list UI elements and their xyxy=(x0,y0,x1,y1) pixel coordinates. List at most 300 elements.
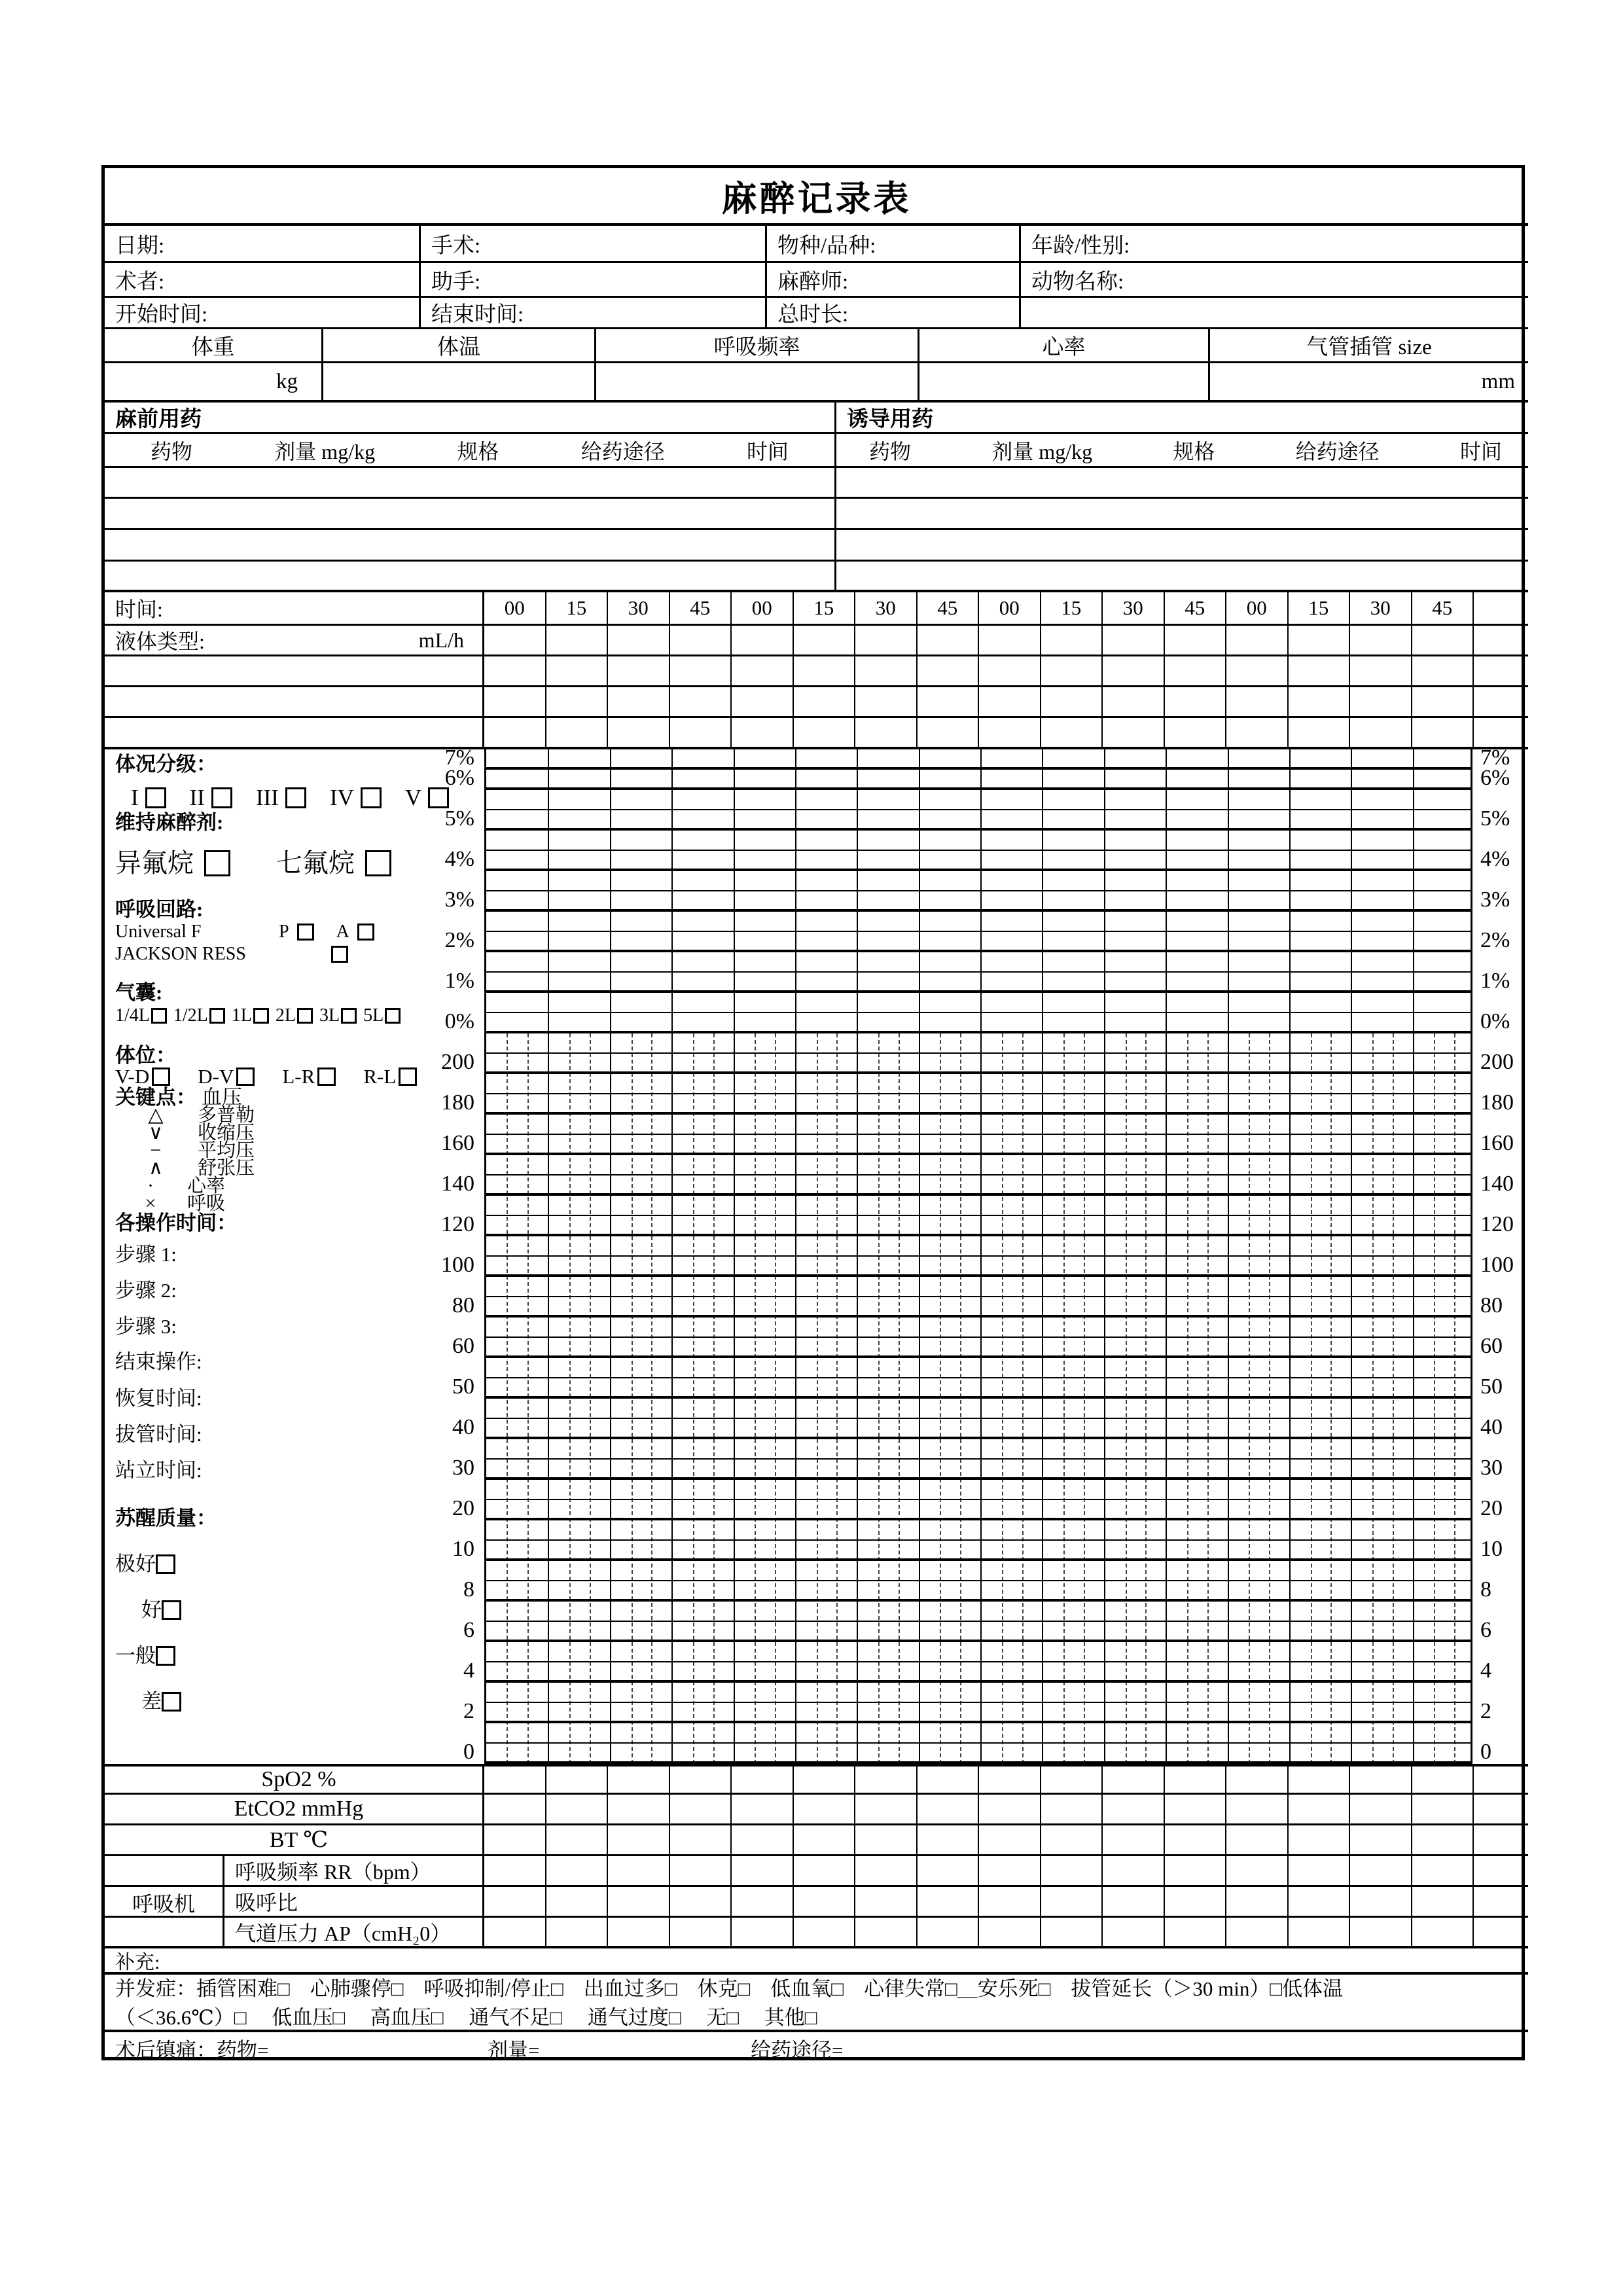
premed-title: 麻前用药 xyxy=(115,408,202,431)
respiratory-rate-value-cell[interactable] xyxy=(594,363,918,400)
left-axis-tick-label: 50 xyxy=(452,1374,474,1399)
grid-cell[interactable]: 45 xyxy=(1411,592,1473,624)
body-temperature-row xyxy=(105,1825,1528,1856)
grid-cell[interactable] xyxy=(545,1887,607,1916)
grid-cell[interactable] xyxy=(978,1856,1040,1885)
checkbox-position-0[interactable] xyxy=(152,1067,170,1086)
grid-cell[interactable] xyxy=(669,1795,731,1823)
grid-cell[interactable] xyxy=(854,1918,916,1946)
grid-cell[interactable] xyxy=(730,1767,793,1793)
grid-cell[interactable] xyxy=(1164,1856,1226,1885)
grid-cell[interactable]: 45 xyxy=(669,592,731,624)
grid-cell[interactable] xyxy=(1101,626,1164,655)
fluid-entry-label-cell[interactable] xyxy=(105,718,484,747)
grid-cell[interactable] xyxy=(978,718,1040,747)
animal-name-field[interactable]: 动物名称: xyxy=(1019,263,1528,296)
grid-cell[interactable]: 00 xyxy=(1225,592,1287,624)
legend-respiration-label: 呼吸 xyxy=(187,1193,226,1214)
age-sex-field[interactable]: 年龄/性别: xyxy=(1019,226,1528,261)
ventilator-airway-pressure-row xyxy=(105,1918,1528,1948)
complications-line-1[interactable]: 并发症：插管困难□ 心肺骤停□ 呼吸抑制/停止□ 出血过多□ 休克□ 低血氧□ 心律失常□＿安乐死□ 拔管延长（＞30 min）□低体温 xyxy=(115,1977,1344,2000)
grid-cell[interactable] xyxy=(669,1918,731,1946)
assistant-field[interactable]: 助手: xyxy=(419,263,765,296)
chart-row xyxy=(486,891,1471,912)
fluid-entry-row xyxy=(105,718,1528,749)
time-header-row xyxy=(105,592,1528,626)
asa-option-label: III xyxy=(255,785,279,810)
grid-cell[interactable] xyxy=(916,1918,978,1946)
premed-entry-row-2[interactable] xyxy=(105,499,834,528)
ventilator-ie-ratio-label: 吸呼比 xyxy=(224,1887,484,1916)
grid-cell[interactable] xyxy=(978,656,1040,685)
grid-cell[interactable] xyxy=(978,1825,1040,1854)
premed-entry-row-3[interactable] xyxy=(105,530,834,560)
grid-cell[interactable] xyxy=(978,1918,1040,1946)
grid-cell[interactable] xyxy=(1349,656,1411,685)
right-axis-tick-label: 10 xyxy=(1480,1537,1503,1561)
grid-cell[interactable] xyxy=(545,656,607,685)
time-row-label: 时间: xyxy=(105,592,484,624)
grid-cell[interactable] xyxy=(1287,1887,1349,1916)
grid-cell[interactable] xyxy=(669,656,731,685)
grid-cell[interactable] xyxy=(978,626,1040,655)
start-time-field[interactable]: 开始时间: xyxy=(115,303,208,327)
recovery-fair-label: 一般 xyxy=(115,1644,156,1667)
grid-cell[interactable] xyxy=(730,1795,793,1823)
grid-cell[interactable] xyxy=(1411,718,1473,747)
grid-cell[interactable] xyxy=(484,626,545,655)
grid-cell[interactable] xyxy=(793,687,855,716)
standing-time-field[interactable]: 站立时间: xyxy=(115,1459,202,1482)
chart-row xyxy=(486,1074,1471,1094)
grid-cell[interactable] xyxy=(1411,687,1473,716)
grid-cell[interactable] xyxy=(854,626,916,655)
grid-cell[interactable]: 00 xyxy=(978,592,1040,624)
step-1-field[interactable]: 步骤 1: xyxy=(115,1243,177,1266)
grid-cell[interactable] xyxy=(1225,687,1287,716)
grid-cell[interactable] xyxy=(1225,1856,1287,1885)
grid-cell[interactable] xyxy=(1287,687,1349,716)
grid-cell[interactable] xyxy=(854,718,916,747)
grid-cell[interactable] xyxy=(1225,1825,1287,1854)
left-axis-tick-label: 180 xyxy=(441,1090,474,1115)
grid-cell[interactable] xyxy=(1411,656,1473,685)
grid-cell[interactable] xyxy=(730,626,793,655)
grid-cell[interactable] xyxy=(1411,1795,1473,1823)
grid-cell[interactable] xyxy=(854,1767,916,1793)
checkbox-maintenance-0[interactable] xyxy=(204,850,230,876)
grid-cell[interactable] xyxy=(545,1856,607,1885)
grid-cell[interactable] xyxy=(669,1767,731,1793)
bag-option-label: 2L xyxy=(275,1005,296,1026)
grid-cell[interactable] xyxy=(607,1795,669,1823)
grid-cell[interactable] xyxy=(854,1795,916,1823)
grid-cell[interactable] xyxy=(1287,1767,1349,1793)
recovery-poor-label: 差 xyxy=(141,1690,162,1713)
grid-cell[interactable] xyxy=(669,687,731,716)
chart-row xyxy=(486,993,1471,1013)
date-field[interactable]: 日期: xyxy=(115,234,165,258)
premed-entry-row-1[interactable] xyxy=(105,468,834,497)
left-axis-tick-label: 0% xyxy=(444,1009,474,1033)
grid-cell[interactable] xyxy=(669,718,731,747)
chart-row xyxy=(486,1094,1471,1115)
step-3-field[interactable]: 步骤 3: xyxy=(115,1315,177,1338)
grid-cell[interactable] xyxy=(1164,1825,1226,1854)
right-axis-tick-label: 50 xyxy=(1480,1374,1503,1399)
grid-cell[interactable] xyxy=(607,626,669,655)
grid-cell[interactable] xyxy=(1472,1918,1528,1946)
grid-cell[interactable] xyxy=(730,1918,793,1946)
grid-cell[interactable] xyxy=(1225,626,1287,655)
grid-cell[interactable] xyxy=(1225,718,1287,747)
grid-cell[interactable]: 30 xyxy=(854,592,916,624)
circuit-universal-f-label: Universal F xyxy=(115,922,202,942)
grid-cell[interactable] xyxy=(793,1856,855,1885)
grid-cell[interactable] xyxy=(1349,1918,1411,1946)
grid-cell[interactable] xyxy=(1287,1856,1349,1885)
grid-cell[interactable] xyxy=(793,1795,855,1823)
position-option-label: D-V xyxy=(198,1065,234,1088)
grid-cell[interactable] xyxy=(607,656,669,685)
asa-option-label: I xyxy=(131,785,139,810)
grid-cell[interactable] xyxy=(1472,626,1528,655)
grid-cell[interactable] xyxy=(916,1856,978,1885)
grid-cell[interactable] xyxy=(1164,718,1226,747)
grid-cell[interactable] xyxy=(1040,1856,1102,1885)
grid-cell[interactable] xyxy=(978,1795,1040,1823)
supplement-label[interactable]: 补充: xyxy=(115,1952,160,1973)
position-option-label: L-R xyxy=(282,1065,315,1088)
grid-cell[interactable] xyxy=(793,1767,855,1793)
ventilator-ie-ratio-row xyxy=(105,1887,1528,1918)
grid-cell[interactable] xyxy=(607,1887,669,1916)
grid-cell[interactable] xyxy=(793,1825,855,1854)
fluid-entry-label-cell[interactable] xyxy=(105,656,484,685)
grid-cell[interactable] xyxy=(1164,687,1226,716)
grid-cell[interactable] xyxy=(607,718,669,747)
checkbox-asa-1[interactable] xyxy=(211,787,232,808)
grid-cell[interactable] xyxy=(793,1887,855,1916)
chart-row xyxy=(486,1744,1471,1764)
body-temperature-label: BT ℃ xyxy=(105,1825,484,1854)
checkbox-recovery-good[interactable] xyxy=(162,1600,181,1620)
grid-cell[interactable] xyxy=(484,656,545,685)
grid-cell[interactable]: 30 xyxy=(1101,592,1164,624)
grid-cell[interactable] xyxy=(730,656,793,685)
grid-cell[interactable] xyxy=(545,687,607,716)
grid-cell[interactable]: 45 xyxy=(1164,592,1226,624)
grid-cell[interactable] xyxy=(1164,1795,1226,1823)
grid-cell[interactable] xyxy=(1411,1887,1473,1916)
grid-cell[interactable] xyxy=(1411,626,1473,655)
induction-entry-row-3[interactable] xyxy=(834,530,1528,560)
grid-cell[interactable] xyxy=(1040,718,1102,747)
chart-row xyxy=(486,1175,1471,1196)
grid-cell[interactable] xyxy=(1349,718,1411,747)
grid-cell[interactable] xyxy=(1349,687,1411,716)
position-option-label: V-D xyxy=(115,1065,150,1088)
grid-cell[interactable] xyxy=(1040,1918,1102,1946)
left-axis-tick-label: 0 xyxy=(463,1740,474,1764)
info-empty-cell[interactable] xyxy=(1019,298,1528,327)
diastolic-wedge-icon: ∧ xyxy=(149,1157,163,1179)
grid-cell[interactable] xyxy=(484,687,545,716)
grid-cell[interactable] xyxy=(916,1795,978,1823)
grid-cell[interactable] xyxy=(1040,626,1102,655)
vital-signs-chart-grid[interactable] xyxy=(484,1033,1472,1764)
grid-cell[interactable] xyxy=(484,1918,545,1946)
grid-cell[interactable] xyxy=(484,1795,545,1823)
step-2-field[interactable]: 步骤 2: xyxy=(115,1279,177,1302)
grid-cell[interactable] xyxy=(730,718,793,747)
checkbox-bag-0[interactable] xyxy=(151,1008,167,1024)
grid-cell[interactable] xyxy=(1349,626,1411,655)
checkbox-recovery-excellent[interactable] xyxy=(156,1554,175,1574)
postop-dose-field[interactable]: 剂量= xyxy=(488,2038,540,2062)
grid-cell[interactable] xyxy=(1101,1918,1164,1946)
grid-cell[interactable] xyxy=(1411,1918,1473,1946)
induction-entry-row-2[interactable] xyxy=(834,499,1528,528)
grid-cell[interactable] xyxy=(1349,1887,1411,1916)
chart-row xyxy=(486,1723,1471,1744)
grid-cell[interactable] xyxy=(484,718,545,747)
grid-cell[interactable] xyxy=(916,656,978,685)
chart-row xyxy=(486,1115,1471,1135)
checkbox-bag-1[interactable] xyxy=(209,1008,225,1024)
grid-cell[interactable] xyxy=(607,1918,669,1946)
grid-cell[interactable] xyxy=(730,1887,793,1916)
grid-cell[interactable]: 30 xyxy=(1349,592,1411,624)
grid-cell[interactable] xyxy=(1225,1767,1287,1793)
grid-cell[interactable] xyxy=(607,687,669,716)
extubation-time-field[interactable]: 拔管时间: xyxy=(115,1423,202,1446)
checkbox-asa-0[interactable] xyxy=(145,787,166,808)
anesthetic-percent-chart-grid[interactable] xyxy=(484,749,1472,1033)
grid-cell[interactable] xyxy=(1287,1795,1349,1823)
grid-cell[interactable] xyxy=(1472,1795,1528,1823)
checkbox-recovery-fair[interactable] xyxy=(156,1646,175,1666)
grid-cell[interactable] xyxy=(1472,687,1528,716)
grid-cell[interactable]: 15 xyxy=(1287,592,1349,624)
total-duration-field[interactable]: 总时长: xyxy=(765,298,1019,327)
grid-cell[interactable] xyxy=(1101,718,1164,747)
grid-cell[interactable] xyxy=(1411,1767,1473,1793)
weight-value-cell[interactable]: kg xyxy=(276,369,298,393)
grid-cell[interactable]: 15 xyxy=(1040,592,1102,624)
grid-cell[interactable] xyxy=(484,1856,545,1885)
drug-titles-row xyxy=(105,403,1528,434)
grid-cell[interactable] xyxy=(545,1825,607,1854)
fluid-entry-label-cell[interactable] xyxy=(105,687,484,716)
grid-cell[interactable] xyxy=(916,1767,978,1793)
grid-cell[interactable] xyxy=(1411,1825,1473,1854)
grid-cell[interactable] xyxy=(916,1825,978,1854)
tube-size-value-cell[interactable]: mm xyxy=(1208,363,1528,400)
grid-cell[interactable]: 15 xyxy=(793,592,855,624)
grid-cell[interactable] xyxy=(1472,1825,1528,1854)
checkbox-recovery-poor[interactable] xyxy=(162,1692,181,1712)
grid-cell[interactable] xyxy=(1225,1887,1287,1916)
grid-cell[interactable] xyxy=(1164,1918,1226,1946)
grid-cell[interactable] xyxy=(1225,656,1287,685)
grid-cell[interactable] xyxy=(669,1887,731,1916)
grid-cell[interactable] xyxy=(1040,687,1102,716)
premed-entry-row-4[interactable] xyxy=(105,562,834,590)
grid-cell[interactable] xyxy=(916,1887,978,1916)
grid-cell[interactable] xyxy=(1040,1767,1102,1793)
grid-cell[interactable] xyxy=(1101,1825,1164,1854)
spo2-row xyxy=(105,1764,1528,1795)
surgeon-field[interactable]: 术者: xyxy=(115,270,165,294)
chart-row xyxy=(486,1581,1471,1602)
grid-cell[interactable] xyxy=(1472,718,1528,747)
chart-row xyxy=(486,1460,1471,1480)
drug-row xyxy=(105,562,1528,592)
grid-cell[interactable] xyxy=(545,718,607,747)
tube-size-header: 气管插管 size xyxy=(1208,329,1528,361)
grid-cell[interactable] xyxy=(607,1767,669,1793)
drug-column-header: 给药途径 xyxy=(580,439,665,463)
grid-cell[interactable] xyxy=(1472,1856,1528,1885)
grid-cell[interactable] xyxy=(1101,1856,1164,1885)
grid-cell[interactable] xyxy=(1287,1918,1349,1946)
grid-cell[interactable] xyxy=(1101,1767,1164,1793)
grid-cell[interactable] xyxy=(484,1887,545,1916)
grid-cell[interactable] xyxy=(730,1825,793,1854)
induction-entry-row-1[interactable] xyxy=(834,468,1528,497)
grid-cell[interactable] xyxy=(916,626,978,655)
grid-cell[interactable] xyxy=(978,1767,1040,1793)
postop-drug-field[interactable]: 药物= xyxy=(217,2038,269,2062)
grid-cell[interactable] xyxy=(1225,1918,1287,1946)
grid-cell[interactable] xyxy=(978,1887,1040,1916)
induction-entry-row-4[interactable] xyxy=(834,562,1528,590)
grid-cell[interactable] xyxy=(1040,1795,1102,1823)
grid-cell[interactable] xyxy=(854,687,916,716)
grid-cell[interactable] xyxy=(669,1856,731,1885)
checkbox-position-1[interactable] xyxy=(236,1067,255,1086)
checkbox-asa-2[interactable] xyxy=(285,787,306,808)
grid-cell[interactable] xyxy=(607,1856,669,1885)
left-axis-tick-label: 80 xyxy=(452,1293,474,1318)
grid-cell[interactable]: 00 xyxy=(730,592,793,624)
grid-cell[interactable] xyxy=(1164,1767,1226,1793)
grid-cell[interactable] xyxy=(1101,656,1164,685)
grid-cell[interactable] xyxy=(793,656,855,685)
species-breed-field[interactable]: 物种/品种: xyxy=(765,226,1019,261)
grid-cell[interactable] xyxy=(1040,1825,1102,1854)
grid-cell[interactable] xyxy=(1225,1795,1287,1823)
grid-cell[interactable] xyxy=(545,626,607,655)
grid-cell[interactable] xyxy=(916,687,978,716)
grid-cell[interactable] xyxy=(669,626,731,655)
grid-cell[interactable] xyxy=(1101,1887,1164,1916)
grid-cell[interactable] xyxy=(1287,656,1349,685)
grid-cell[interactable] xyxy=(978,687,1040,716)
grid-cell[interactable] xyxy=(1040,656,1102,685)
grid-cell[interactable] xyxy=(1164,626,1226,655)
end-time-field[interactable]: 结束时间: xyxy=(419,298,765,327)
grid-cell[interactable]: 30 xyxy=(607,592,669,624)
grid-cell[interactable]: 15 xyxy=(545,592,607,624)
fluid-entry-row xyxy=(105,656,1528,687)
grid-cell[interactable] xyxy=(854,1856,916,1885)
grid-cell[interactable] xyxy=(793,718,855,747)
fluid-type-row xyxy=(105,626,1528,656)
grid-cell[interactable] xyxy=(854,1887,916,1916)
grid-cell[interactable] xyxy=(1349,1825,1411,1854)
legend-diastolic-label: 舒张压 xyxy=(198,1158,255,1179)
drug-column-header: 剂量 mg/kg xyxy=(274,439,376,463)
grid-cell[interactable] xyxy=(793,626,855,655)
grid-cell[interactable] xyxy=(854,1825,916,1854)
anesthetist-field[interactable]: 麻醉师: xyxy=(765,263,1019,296)
recovery-time-field[interactable]: 恢复时间: xyxy=(115,1387,202,1410)
grid-cell[interactable]: 45 xyxy=(916,592,978,624)
grid-cell[interactable] xyxy=(1101,687,1164,716)
grid-cell[interactable] xyxy=(1164,1887,1226,1916)
grid-cell[interactable] xyxy=(1411,1856,1473,1885)
grid-cell[interactable] xyxy=(545,1795,607,1823)
grid-cell[interactable] xyxy=(730,687,793,716)
checkbox-circuit-p[interactable] xyxy=(297,924,314,941)
checkbox-bag-3[interactable] xyxy=(297,1008,313,1024)
grid-cell[interactable] xyxy=(1287,718,1349,747)
grid-cell[interactable] xyxy=(730,1856,793,1885)
heart-rate-value-cell[interactable] xyxy=(918,363,1208,400)
operation-times-label: 各操作时间： xyxy=(115,1211,237,1234)
right-axis-tick-label: 180 xyxy=(1480,1090,1514,1115)
grid-cell[interactable] xyxy=(545,1918,607,1946)
grid-cell[interactable] xyxy=(1164,656,1226,685)
maintenance-anesthetic-label: 维持麻醉剂: xyxy=(115,811,224,834)
asa-option-label: V xyxy=(404,785,422,810)
surgery-field[interactable]: 手术: xyxy=(419,226,765,261)
temperature-value-cell[interactable] xyxy=(321,363,594,400)
grid-cell[interactable] xyxy=(484,1825,545,1854)
grid-cell[interactable] xyxy=(1040,1887,1102,1916)
grid-cell[interactable] xyxy=(1349,1856,1411,1885)
checkbox-bag-2[interactable] xyxy=(253,1008,269,1024)
grid-cell[interactable] xyxy=(484,1767,545,1793)
grid-cell[interactable] xyxy=(669,1825,731,1854)
grid-cell[interactable]: 00 xyxy=(504,596,525,619)
maintenance-option-label: 异氟烷 xyxy=(115,848,194,878)
grid-cell[interactable] xyxy=(1472,592,1528,624)
grid-cell[interactable] xyxy=(1287,626,1349,655)
grid-cell[interactable] xyxy=(1287,1825,1349,1854)
grid-cell[interactable] xyxy=(1101,1795,1164,1823)
grid-cell[interactable] xyxy=(1472,1767,1528,1793)
end-operation-field[interactable]: 结束操作: xyxy=(115,1350,202,1373)
grid-cell[interactable] xyxy=(793,1918,855,1946)
grid-cell[interactable] xyxy=(854,656,916,685)
grid-cell[interactable] xyxy=(1349,1795,1411,1823)
grid-cell[interactable] xyxy=(916,718,978,747)
grid-cell[interactable] xyxy=(545,1767,607,1793)
postop-route-field[interactable]: 给药途径= xyxy=(751,2038,844,2062)
grid-cell[interactable] xyxy=(1472,656,1528,685)
systolic-vee-icon: ∨ xyxy=(149,1122,163,1143)
drug-column-header: 时间 xyxy=(1459,439,1502,463)
grid-cell[interactable] xyxy=(607,1825,669,1854)
chart-row xyxy=(486,1683,1471,1703)
complications-line-2[interactable]: （＜36.6℃）□ 低血压□ 高血压□ 通气不足□ 通气过度□ 无□ 其他□ xyxy=(115,2006,817,2029)
grid-cell[interactable] xyxy=(1349,1767,1411,1793)
grid-cell[interactable] xyxy=(1472,1887,1528,1916)
right-axis-tick-label: 200 xyxy=(1480,1050,1514,1074)
